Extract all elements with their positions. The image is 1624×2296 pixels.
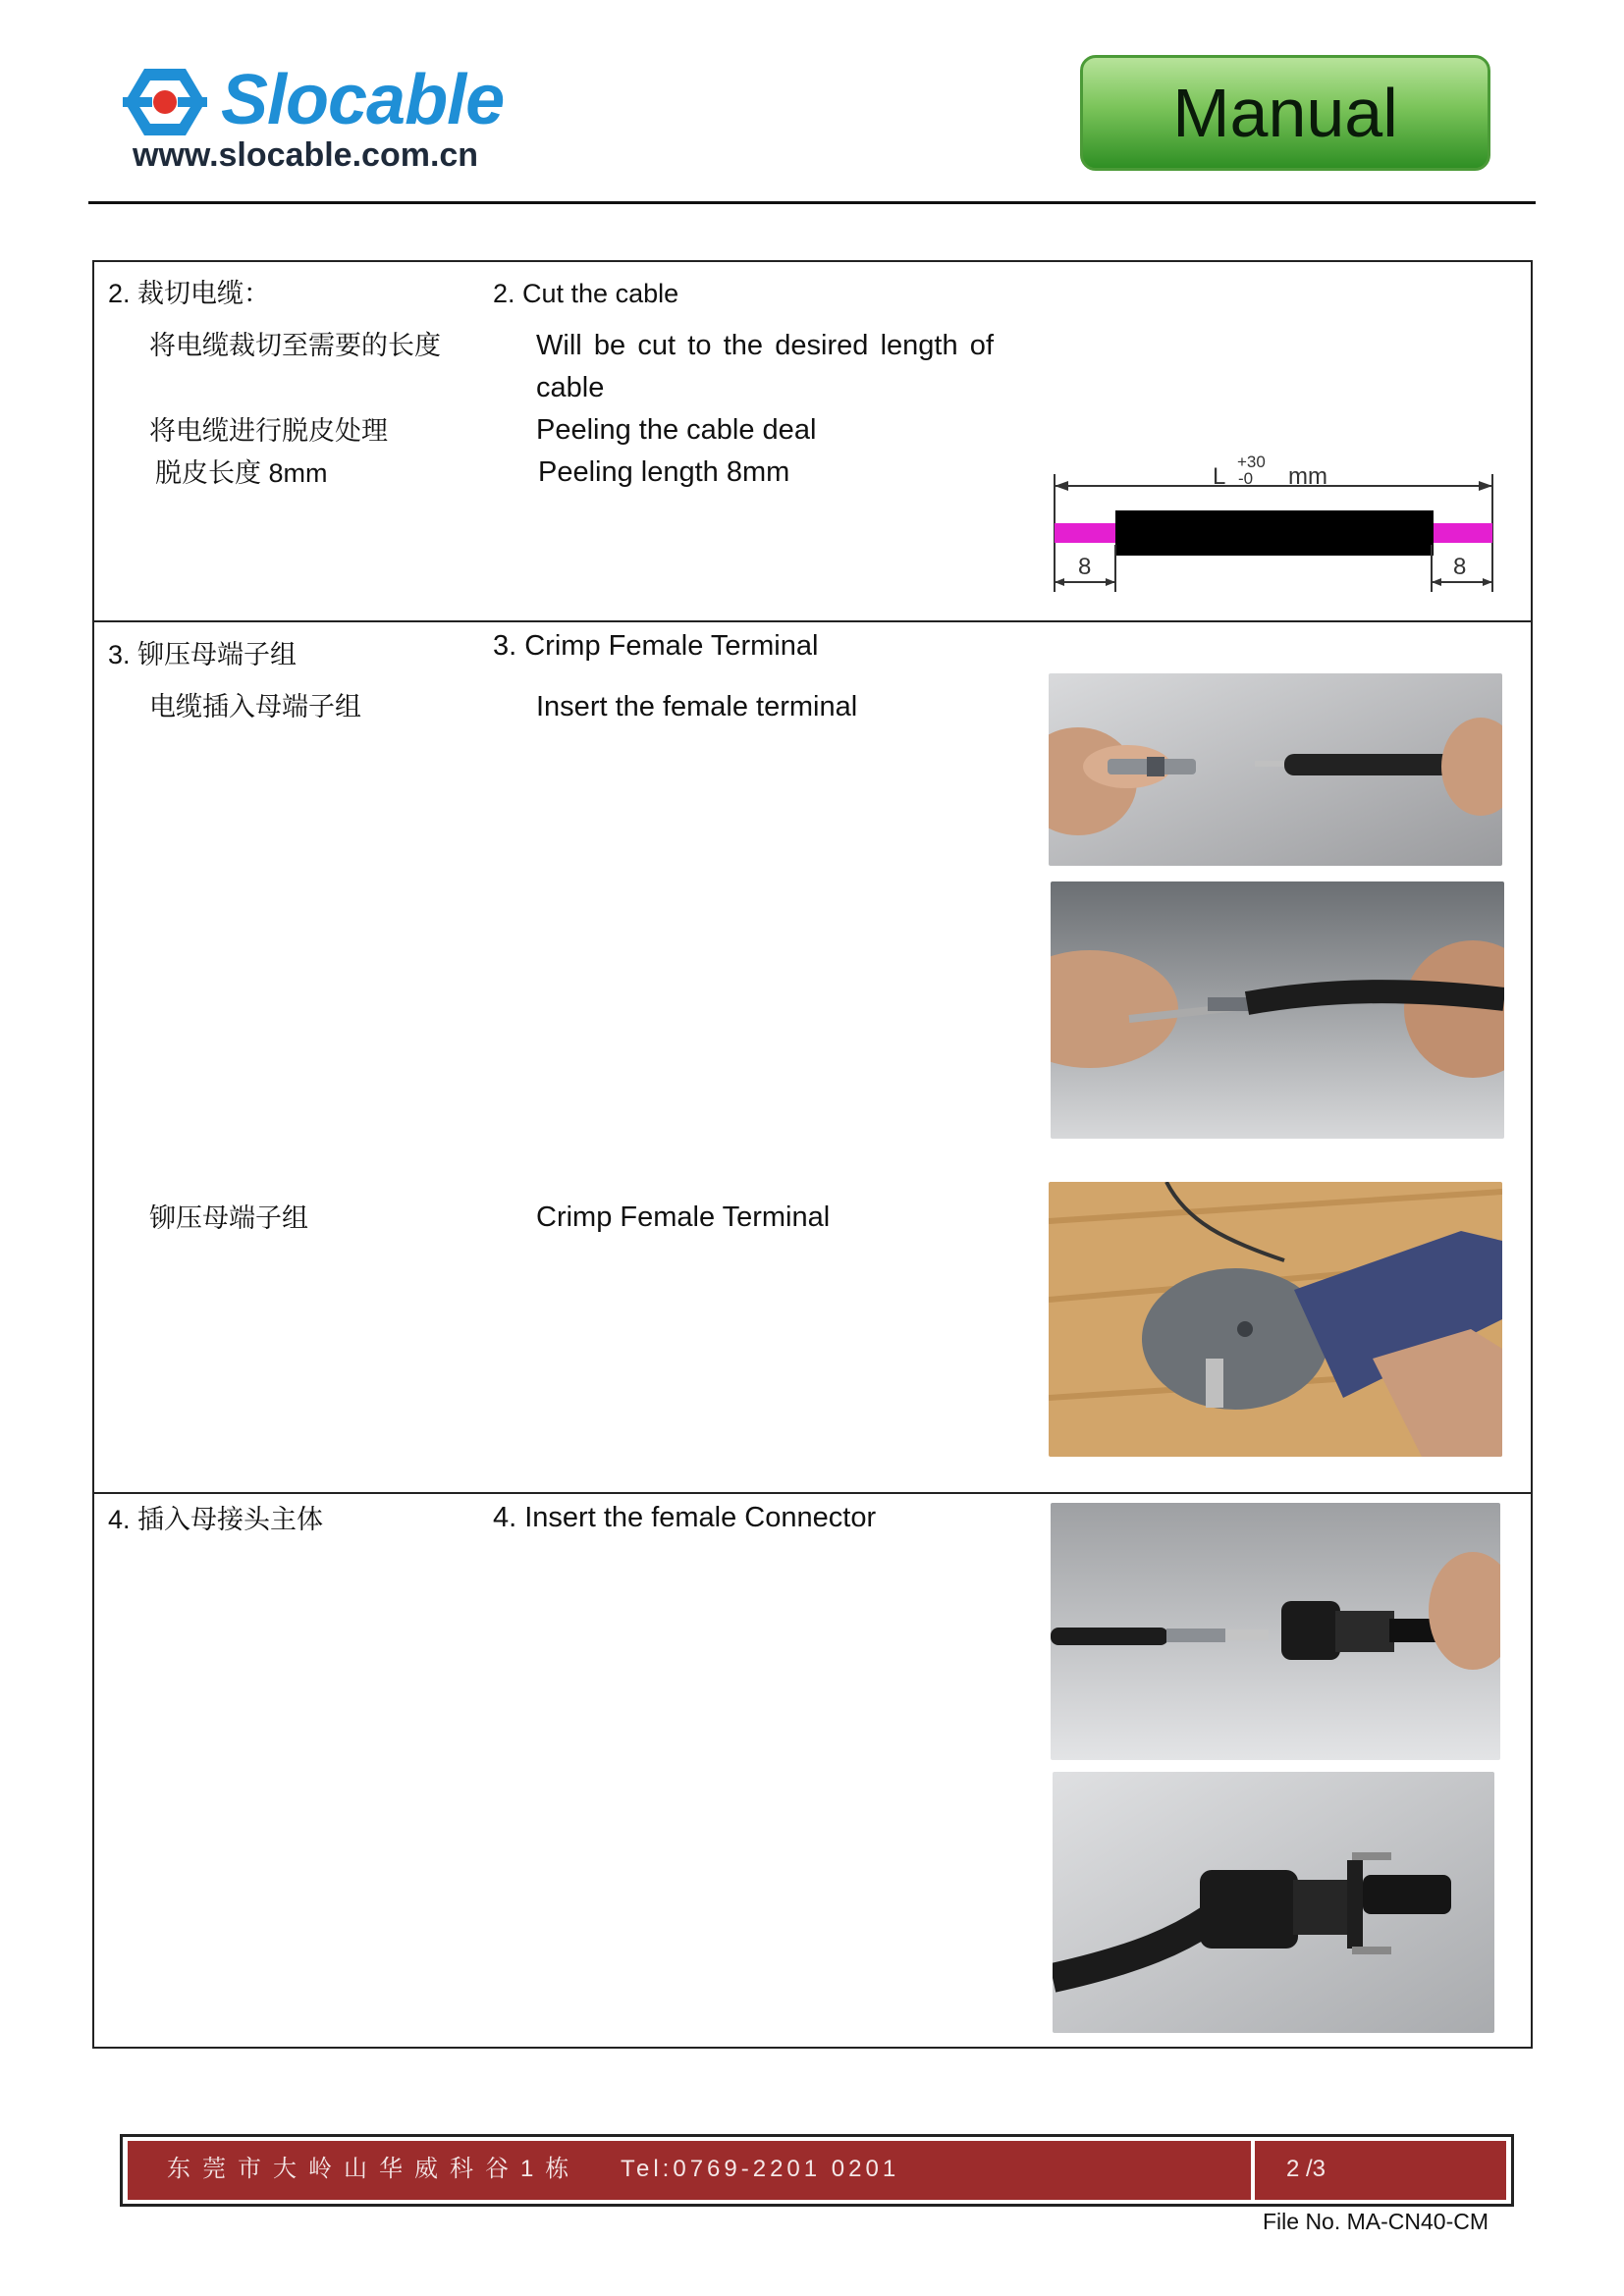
section-2-en-line: Will be cut to the desired length of xyxy=(536,330,994,361)
section-2-en-title: 2. Cut the cable xyxy=(493,279,679,308)
section-3-cn-sub: 铆压母端子组 xyxy=(149,1203,308,1233)
photo-connector-alignment xyxy=(1051,1503,1500,1760)
header-divider xyxy=(88,201,1536,204)
manual-badge: Manual xyxy=(1080,55,1490,171)
page-number: 2 /3 xyxy=(1286,2156,1326,2182)
section-2-cn-title: 2. 裁切电缆： xyxy=(108,279,271,308)
section-3-en-sub: Insert the female terminal xyxy=(536,691,858,722)
photo-cable-inserted xyxy=(1051,881,1504,1139)
section-2-cn-line: 脱皮长度 8mm xyxy=(155,458,328,488)
section-2-cn-line: 将电缆进行脱皮处理 xyxy=(149,416,388,446)
footer-phone: Tel:0769-2201 0201 xyxy=(621,2156,900,2182)
section-2-en-line: cable xyxy=(536,372,605,403)
section-3-en-sub: Crimp Female Terminal xyxy=(536,1201,831,1233)
section-3-en-title: 3. Crimp Female Terminal xyxy=(493,630,819,662)
photo-crimping-tool xyxy=(1049,1182,1502,1457)
cable-strip-diagram xyxy=(1051,447,1497,594)
length-label: L xyxy=(1213,463,1226,490)
slocable-logo-icon xyxy=(123,67,207,137)
section-2-en-line: Peeling length 8mm xyxy=(538,456,790,488)
footer-address: 东莞市大岭山华威科谷1栋 xyxy=(167,2156,581,2182)
footer-divider xyxy=(1251,2141,1255,2200)
row-divider xyxy=(92,620,1533,622)
file-number: File No. MA-CN40-CM xyxy=(1263,2209,1489,2234)
photo-terminal-and-cable xyxy=(1049,673,1502,866)
section-4-en-title: 4. Insert the female Connector xyxy=(493,1502,877,1533)
section-2-en-line: Peeling the cable deal xyxy=(536,414,817,446)
brand-url: www.slocable.com.cn xyxy=(133,136,479,174)
strip-length-left: 8 xyxy=(1078,554,1092,580)
section-3-cn-title: 3. 铆压母端子组 xyxy=(108,640,298,669)
tolerance-plus: +30 xyxy=(1237,453,1266,471)
row-divider xyxy=(92,1492,1533,1494)
section-3-cn-sub: 电缆插入母端子组 xyxy=(149,692,361,721)
section-2-cn-line: 将电缆裁切至需要的长度 xyxy=(149,331,441,360)
photo-assembled-connector xyxy=(1053,1772,1494,2033)
strip-length-right: 8 xyxy=(1453,554,1467,580)
brand-name: Slocable xyxy=(221,61,505,139)
length-unit: mm xyxy=(1288,463,1327,490)
tolerance-minus: -0 xyxy=(1238,469,1254,488)
section-4-cn-title: 4. 插入母接头主体 xyxy=(108,1505,324,1534)
